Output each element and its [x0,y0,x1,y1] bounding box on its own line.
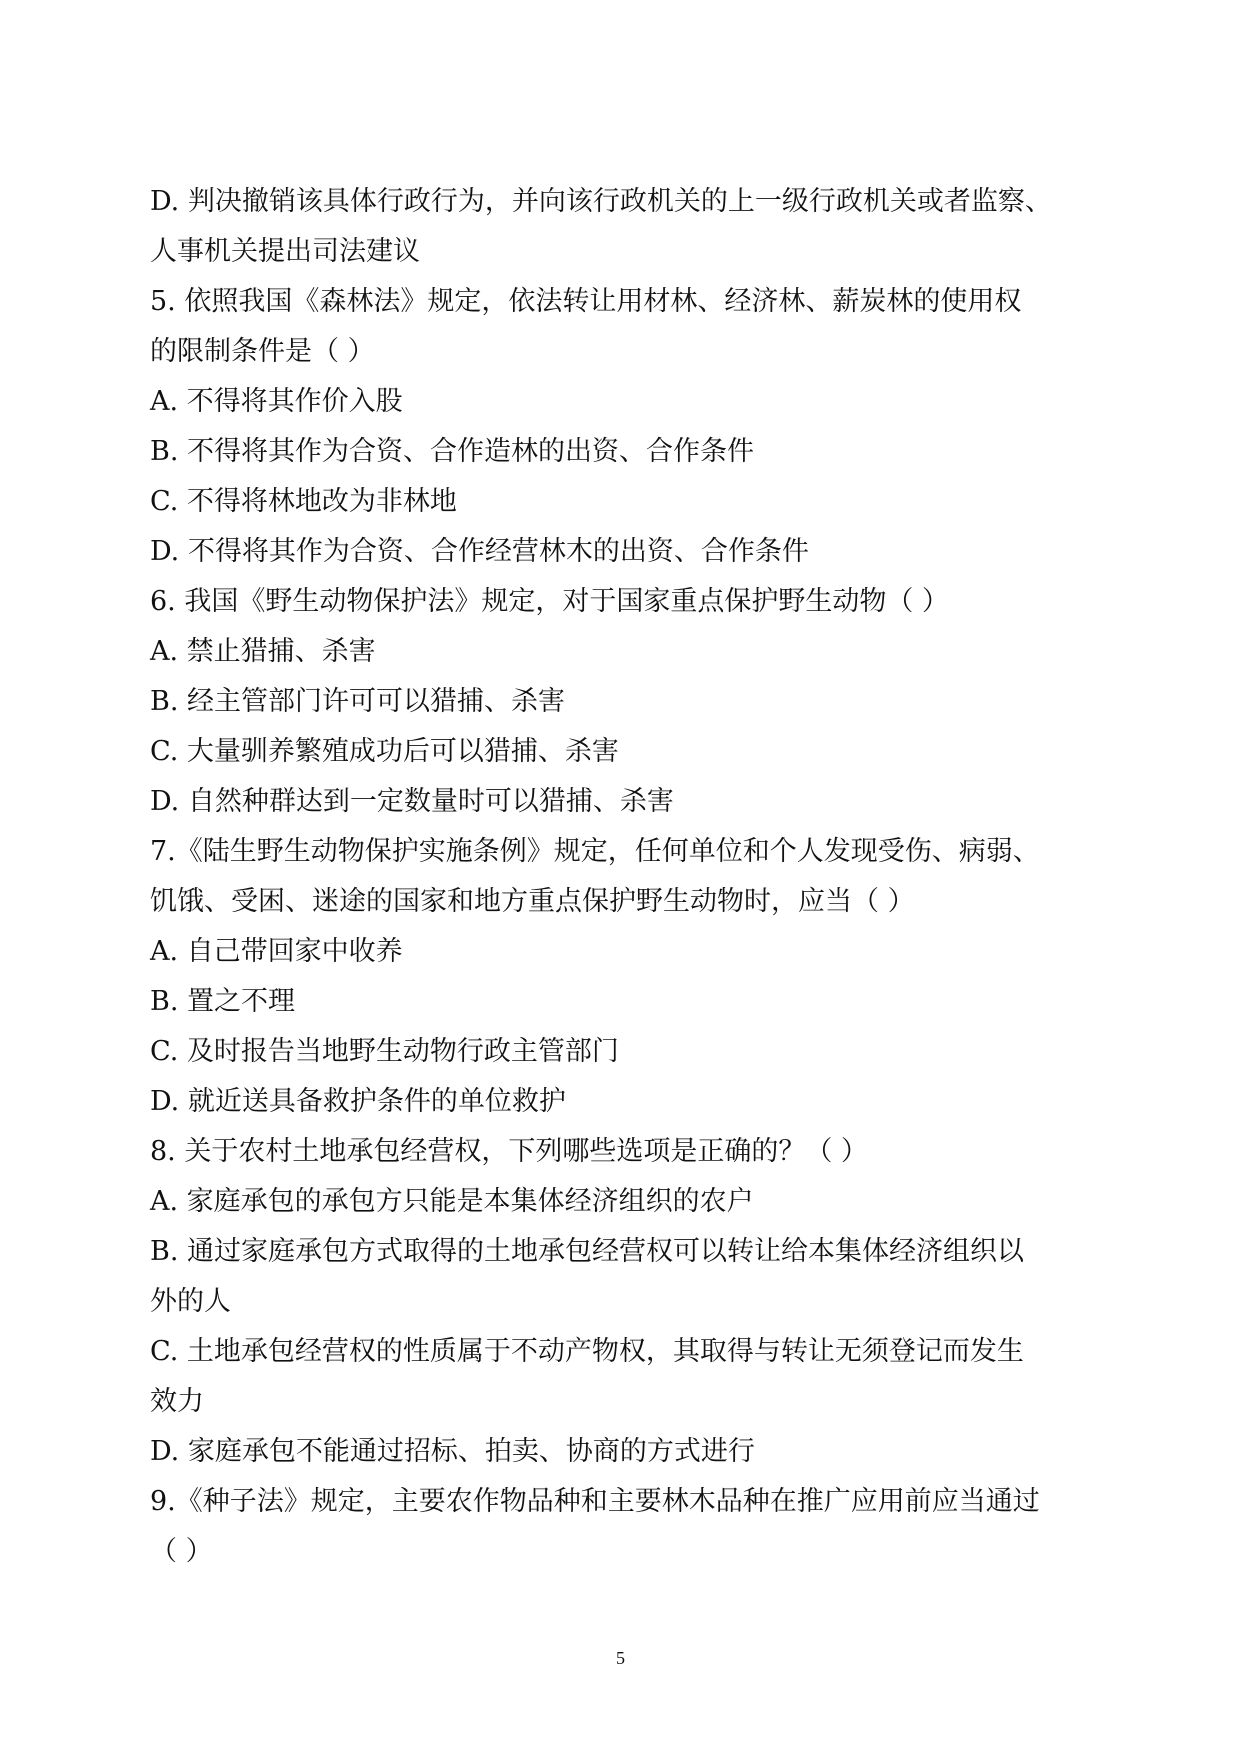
text-line: 外的人 [150,1286,231,1317]
question-5: 5. 依照我国《森林法》规定，依法转让用材林、经济林、薪炭林的使用权 [150,286,1022,317]
option-b: B. 不得将其作为合资、合作造林的出资、合作条件 [150,436,755,467]
option-d: D. 自然种群达到一定数量时可以猎捕、杀害 [150,786,674,817]
option-a: A. 禁止猎捕、杀害 [150,636,376,667]
text-line: 饥饿、受困、迷途的国家和地方重点保护野生动物时，应当（ ） [150,886,915,917]
option-a: A. 家庭承包的承包方只能是本集体经济组织的农户 [150,1186,754,1217]
option-d: D. 家庭承包不能通过招标、拍卖、协商的方式进行 [150,1436,755,1467]
option-c: C. 及时报告当地野生动物行政主管部门 [150,1036,619,1067]
text-line: 人事机关提出司法建议 [150,236,420,267]
option-a: A. 自己带回家中收养 [150,936,403,967]
option-a: A. 不得将其作价入股 [150,386,403,417]
option-c: C. 土地承包经营权的性质属于不动产物权，其取得与转让无须登记而发生 [150,1336,1024,1367]
option-b: B. 通过家庭承包方式取得的土地承包经营权可以转让给本集体经济组织以 [150,1236,1025,1267]
option-c: C. 不得将林地改为非林地 [150,486,457,517]
question-9: 9.《种子法》规定，主要农作物品种和主要林木品种在推广应用前应当通过 [150,1486,1040,1517]
text-line: 的限制条件是（ ） [150,336,375,367]
question-7: 7.《陆生野生动物保护实施条例》规定，任何单位和个人发现受伤、病弱、 [150,836,1040,867]
page-number: 5 [616,1648,625,1668]
option-d: D. 不得将其作为合资、合作经营林木的出资、合作条件 [150,536,809,567]
option-c: C. 大量驯养繁殖成功后可以猎捕、杀害 [150,736,619,767]
text-line: （ ） [150,1536,213,1567]
text-line: D. 判决撤销该具体行政行为，并向该行政机关的上一级行政机关或者监察、 [150,186,1052,217]
option-b: B. 置之不理 [150,986,296,1017]
option-d: D. 就近送具备救护条件的单位救护 [150,1086,566,1117]
question-8: 8. 关于农村土地承包经营权，下列哪些选项是正确的？（ ） [150,1136,868,1167]
text-line: 效力 [150,1386,204,1417]
question-6: 6. 我国《野生动物保护法》规定，对于国家重点保护野生动物（ ） [150,586,949,617]
option-b: B. 经主管部门许可可以猎捕、杀害 [150,686,566,717]
